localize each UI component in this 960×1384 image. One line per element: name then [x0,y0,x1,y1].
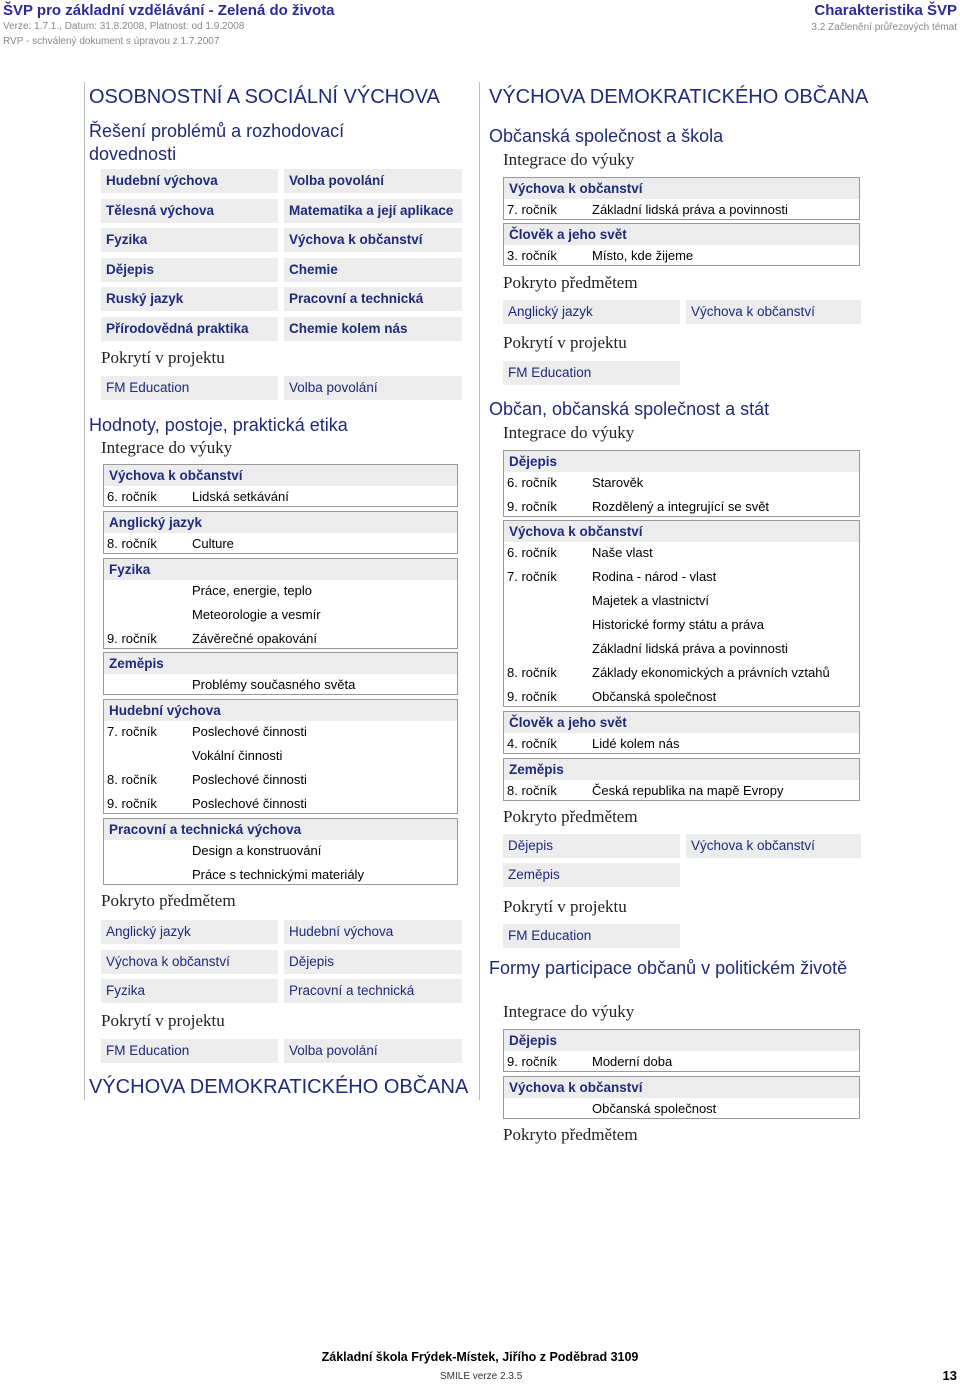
subject-card [503,177,860,220]
card-row [104,533,457,557]
subject-card [103,699,458,814]
subject-item: Anglický jazyk [101,920,278,944]
topic-label: Rozdělený a integrující se svět [592,499,770,514]
topic-label: Česká republika na mapě Evropy [592,783,784,798]
topic-label: Moderní doba [592,1054,673,1069]
subject-item: Hudební výchova [284,920,462,944]
subject-card [103,818,458,885]
card-row [104,604,457,628]
card-subject-title: Zeměpis [104,653,457,674]
r2-pokryto-label: Pokryto předmětem [503,807,638,826]
topic-label: Culture [192,536,234,551]
subject-item: Matematika a její aplikace [284,199,462,223]
subject-card [503,1076,860,1119]
topic-label: Občanská společnost [592,689,717,704]
card-row [104,674,457,698]
topic-label: Majetek a vlastnictví [592,593,710,608]
card-subject-title: Zeměpis [504,759,859,780]
subject-card [503,711,860,754]
grade-label: 4. ročník [507,736,557,751]
card-subject-title: Pracovní a technická výchova [104,819,457,840]
grade-label: 8. ročník [507,665,557,680]
card-subject-title: Fyzika [104,559,457,580]
card-row [104,769,457,793]
r2-pokryto-item: Zeměpis [503,863,680,887]
card-subject-title: Anglický jazyk [104,512,457,533]
subject-item: Hudební výchova [101,169,278,193]
topic-label: Základní lidská práva a povinnosti [592,202,788,217]
topic-label: Místo, kde žijeme [592,248,694,263]
subject-item: Pracovní a technická [284,979,462,1003]
r1-pokryti-label: Pokrytí v projektu [503,333,627,352]
footer-school: Základní škola Frýdek-Místek, Jiřího z Poděbrad 3109 [321,1350,639,1364]
grade-label: 6. ročník [507,475,557,490]
topic-label: Závěrečné opakování [192,631,318,646]
card-row [504,733,859,757]
card-row [504,245,859,269]
s2-proj-item: Volba povolání [284,1039,462,1063]
subject-item: Dějepis [284,950,462,974]
grade-label: 7. ročník [507,202,557,217]
topic-label: Naše vlast [592,545,653,560]
topic-label: Základy ekonomických a právních vztahů [592,665,830,680]
card-subject-title: Výchova k občanství [504,178,859,199]
subject-card [103,511,458,554]
subject-card [103,652,458,695]
s2-pokryto-label: Pokryto předmětem [101,891,236,910]
s2-title: Hodnoty, postoje, praktická etika [89,415,348,435]
rvp-info: RVP - schválený dokument s úpravou z 1.7.2007 [3,36,220,47]
topic-label: Design a konstruování [192,843,322,858]
grade-label: 8. ročník [107,536,157,551]
topic-label: Občanská společnost [592,1101,717,1116]
grade-label: 8. ročník [507,783,557,798]
card-subject-title: Výchova k občanství [504,1077,859,1098]
card-row [504,780,859,804]
r2-proj-item: FM Education [503,924,680,948]
grade-label: 3. ročník [507,248,557,263]
card-subject-title: Dějepis [504,451,859,472]
card-subject-title: Člověk a jeho svět [504,712,859,733]
card-row [504,1098,859,1122]
grade-label: 6. ročník [507,545,557,560]
topic-label: Vokální činnosti [192,748,283,763]
grade-label: 9. ročník [107,631,157,646]
r1-pokryto-item: Anglický jazyk [503,300,680,324]
document-title: ŠVP pro základní vzdělávání - Zelená do života [3,2,335,19]
s2-integrace-label: Integrace do výuky [101,438,233,457]
card-row [504,199,859,223]
right-main-title: VÝCHOVA DEMOKRATICKÉHO OBČANA [489,86,869,108]
grade-label: 6. ročník [107,489,157,504]
subject-card [503,758,860,801]
r3-pokryto-label: Pokryto předmětem [503,1125,638,1144]
subject-item: Dějepis [101,258,278,282]
card-row [104,864,457,888]
subject-item: Výchova k občanství [101,950,278,974]
card-row [504,472,859,496]
subject-item: Fyzika [101,979,278,1003]
subject-item: Pracovní a technická [284,287,462,311]
subject-card [503,450,860,517]
r1-title: Občanská společnost a škola [489,126,724,146]
card-subject-title: Člověk a jeho svět [504,224,859,245]
s1-proj-item: FM Education [101,376,278,400]
s2-pokryti-label: Pokrytí v projektu [101,1011,225,1030]
r1-pokryto-label: Pokryto předmětem [503,273,638,292]
r1-proj-item: FM Education [503,361,680,385]
r2-pokryti-label: Pokrytí v projektu [503,897,627,916]
topic-label: Rodina - národ - vlast [592,569,717,584]
subject-item: Volba povolání [284,169,462,193]
topic-label: Práce s technickými materiály [192,867,364,882]
subject-card [103,558,458,649]
topic-label: Historické formy státu a práva [592,617,764,632]
topic-label: Poslechové činnosti [192,772,307,787]
r2-integrace-label: Integrace do výuky [503,423,635,442]
subject-item: Fyzika [101,228,278,252]
version-info: Verze: 1.7.1., Datum: 31.8.2008, Platnost: od 1.9.2008 [3,21,245,32]
section-title: Charakteristika ŠVP [814,2,957,19]
card-row [104,628,457,652]
subject-item: Tělesná výchova [101,199,278,223]
section-subtitle: 3.2 Začlenění průřezových témat [811,22,957,33]
card-row [104,580,457,604]
card-subject-title: Dějepis [504,1030,859,1051]
card-row [504,614,859,638]
card-subject-title: Výchova k občanství [104,465,457,486]
grade-label: 9. ročník [507,499,557,514]
subject-item: Přírodovědná praktika [101,317,278,341]
grade-label: 7. ročník [507,569,557,584]
r2-pokryto-item: Dějepis [503,834,680,858]
grade-label: 9. ročník [507,689,557,704]
subject-item: Chemie kolem nás [284,317,462,341]
r3-integrace-label: Integrace do výuky [503,1002,635,1021]
r2-pokryto-item: Výchova k občanství [686,834,861,858]
left-bottom-title: VÝCHOVA DEMOKRATICKÉHO OBČANA [89,1076,469,1098]
card-row [504,1051,859,1075]
subject-card [503,520,860,707]
topic-label: Poslechové činnosti [192,796,307,811]
card-row [504,566,859,590]
subject-item: Chemie [284,258,462,282]
r2-title: Občan, občanská společnost a stát [489,399,770,419]
topic-label: Starověk [592,475,644,490]
right-column-rule [479,82,480,1100]
left-column-rule [84,82,85,1100]
subject-item: Výchova k občanství [284,228,462,252]
subject-card [503,1029,860,1072]
card-row [504,686,859,710]
card-subject-title: Hudební výchova [104,700,457,721]
grade-label: 7. ročník [107,724,157,739]
s1-proj-item: Volba povolání [284,376,462,400]
grade-label: 9. ročník [507,1054,557,1069]
r1-integrace-label: Integrace do výuky [503,150,635,169]
s1-pokryti-label: Pokrytí v projektu [101,348,225,367]
card-row [104,745,457,769]
topic-label: Práce, energie, teplo [192,583,312,598]
subject-card [503,223,860,266]
topic-label: Lidé kolem nás [592,736,680,751]
topic-label: Problémy současného světa [192,677,356,692]
r1-pokryto-item: Výchova k občanství [686,300,861,324]
subject-item: Ruský jazyk [101,287,278,311]
card-row [504,638,859,662]
topic-label: Poslechové činnosti [192,724,307,739]
grade-label: 8. ročník [107,772,157,787]
topic-label: Meteorologie a vesmír [192,607,321,622]
r3-title: Formy participace občanů v politickém životě [489,958,848,978]
grade-label: 9. ročník [107,796,157,811]
topic-label: Lidská setkávání [192,489,289,504]
card-row [104,793,457,817]
left-main-title: OSOBNOSTNÍ A SOCIÁLNÍ VÝCHOVA [89,86,440,108]
topic-label: Základní lidská práva a povinnosti [592,641,788,656]
page-number: 13 [942,1368,957,1383]
card-row [504,542,859,566]
subject-card [103,464,458,507]
s1-title: Řešení problémů a rozhodovací dovednosti [89,121,345,164]
card-row [504,662,859,686]
s2-proj-item: FM Education [101,1039,278,1063]
card-row [104,486,457,510]
card-row [504,590,859,614]
footer-smile: SMILE verze 2.3.5 [440,1371,523,1382]
card-row [504,496,859,520]
card-row [104,721,457,745]
card-row [104,840,457,864]
card-subject-title: Výchova k občanství [504,521,859,542]
